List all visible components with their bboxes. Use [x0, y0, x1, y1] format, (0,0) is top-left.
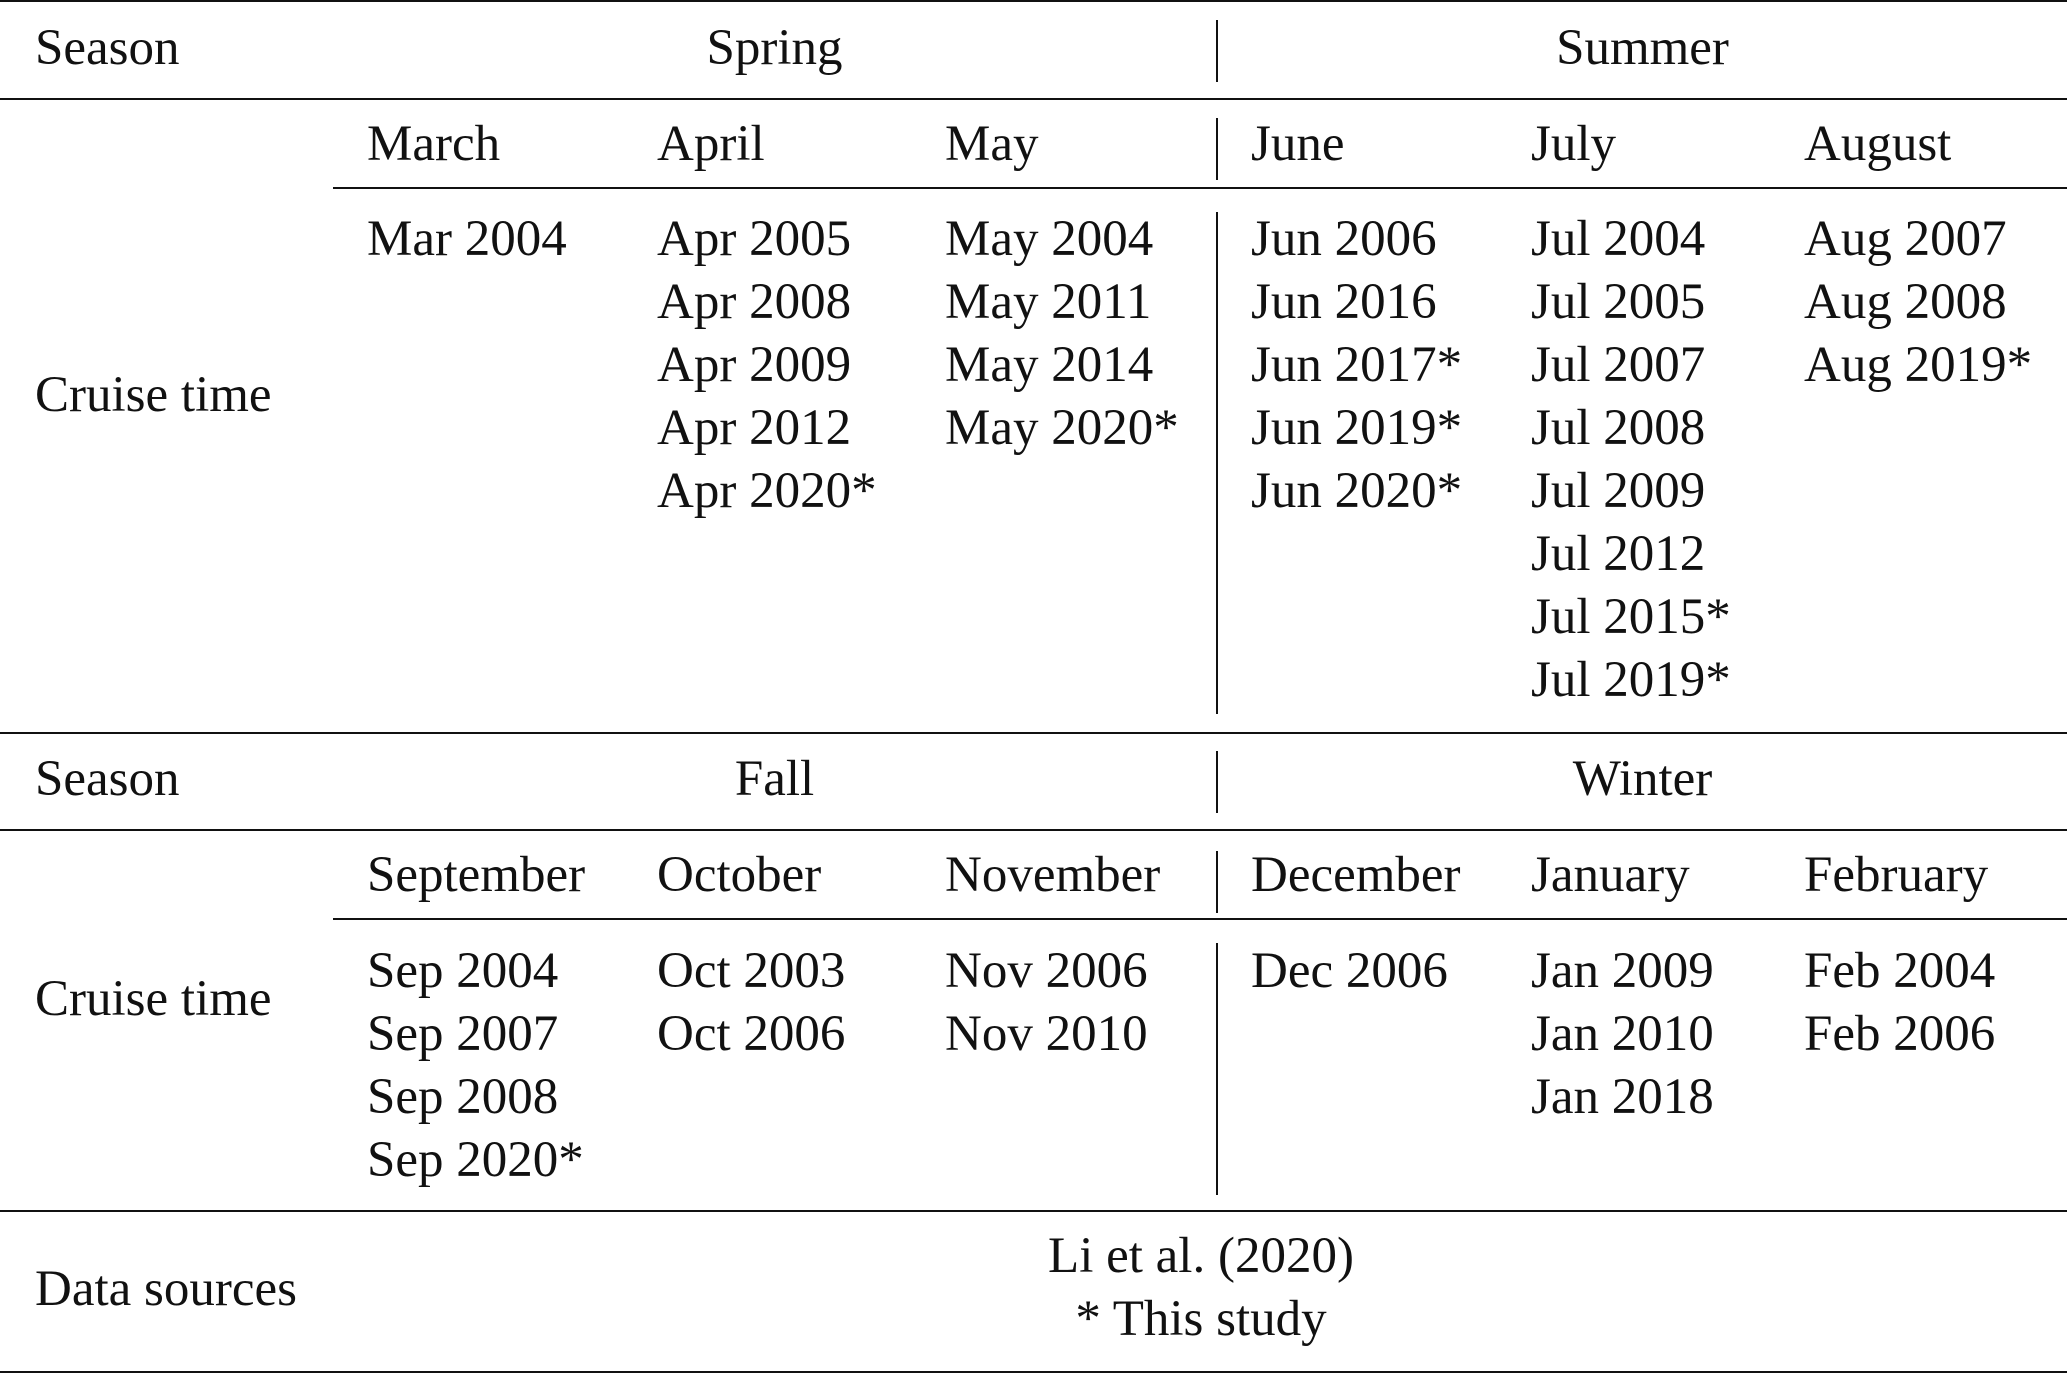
cruise-entry: May 2014 — [945, 337, 1154, 393]
cruise-entry: Jan 2018 — [1531, 1069, 1714, 1125]
rule-bottom — [0, 1371, 2067, 1373]
season-summer: Summer — [1556, 20, 1729, 76]
cruise-entry: Aug 2019* — [1804, 337, 2033, 393]
cruise-entry: Jul 2008 — [1531, 400, 1706, 456]
cruise-entry: Apr 2008 — [657, 274, 852, 330]
season-label: Season — [35, 751, 180, 807]
cruise-entry: Mar 2004 — [367, 211, 567, 267]
cruise-entry: Jun 2006 — [1251, 211, 1437, 267]
divider-months2 — [1216, 851, 1218, 913]
source-entry: * This study — [1075, 1291, 1327, 1347]
entries-november — [945, 940, 1148, 1066]
season-fall: Fall — [734, 751, 815, 807]
rule-season1-bottom — [0, 98, 2067, 100]
cruise-entry: Jul 2007 — [1531, 337, 1706, 393]
month-header: November — [945, 847, 1161, 903]
season-spring: Spring — [706, 20, 843, 76]
cruise-entry: Sep 2008 — [367, 1069, 559, 1125]
cruise-entry: Aug 2007 — [1804, 211, 2007, 267]
data-sources-label: Data sources — [35, 1261, 297, 1317]
entries-may — [945, 208, 1179, 460]
cruise-entry: Jun 2020* — [1251, 463, 1463, 519]
cruise-entry: Dec 2006 — [1251, 943, 1448, 999]
cruise-entry: Nov 2006 — [945, 943, 1148, 999]
rule-months2-bottom — [333, 918, 2067, 920]
cruise-entry: Feb 2004 — [1804, 943, 1996, 999]
cruise-entry: Jul 2004 — [1531, 211, 1706, 267]
cruise-time-label: Cruise time — [35, 367, 272, 423]
season-winter: Winter — [1572, 751, 1713, 807]
cruise-entry: Jun 2017* — [1251, 337, 1463, 393]
cruise-entry: Feb 2006 — [1804, 1006, 1996, 1062]
month-header: July — [1531, 116, 1617, 172]
divider-months1 — [1216, 118, 1218, 180]
rule-top — [0, 0, 2067, 2]
cruise-entry: Sep 2020* — [367, 1132, 584, 1188]
cruise-entry: Jul 2012 — [1531, 526, 1706, 582]
entries-september — [367, 940, 584, 1192]
data-sources-values — [1001, 1225, 1401, 1351]
entries-july — [1531, 208, 1731, 712]
cruise-entry: Jun 2016 — [1251, 274, 1437, 330]
cruise-entry: May 2004 — [945, 211, 1154, 267]
month-header: February — [1804, 847, 1989, 903]
divider-entries2 — [1216, 943, 1218, 1195]
entries-august — [1804, 208, 2032, 397]
cruise-entry: Jul 2015* — [1531, 589, 1731, 645]
entries-january — [1531, 940, 1714, 1129]
cruise-entry: Nov 2010 — [945, 1006, 1148, 1062]
cruise-entry: May 2020* — [945, 400, 1179, 456]
cruise-entry: Apr 2012 — [657, 400, 852, 456]
cruise-entry: Jun 2019* — [1251, 400, 1463, 456]
month-header: September — [367, 847, 586, 903]
cruise-entry: Aug 2008 — [1804, 274, 2007, 330]
cruise-entry: Apr 2005 — [657, 211, 852, 267]
cruise-entry: Oct 2006 — [657, 1006, 846, 1062]
month-header: April — [657, 116, 765, 172]
cruise-entry: Jan 2010 — [1531, 1006, 1714, 1062]
season-label: Season — [35, 20, 180, 76]
month-header: August — [1804, 116, 1952, 172]
cruise-entry: Sep 2004 — [367, 943, 559, 999]
entries-march — [367, 208, 567, 271]
divider-entries1 — [1216, 212, 1218, 714]
source-entry: Li et al. (2020) — [1048, 1228, 1354, 1284]
cruise-entry: Apr 2009 — [657, 337, 852, 393]
cruise-entry: May 2011 — [945, 274, 1152, 330]
cruise-entry: Jul 2019* — [1531, 652, 1731, 708]
entries-february — [1804, 940, 1995, 1066]
entries-october — [657, 940, 845, 1066]
month-header: January — [1531, 847, 1690, 903]
entries-june — [1251, 208, 1462, 523]
rule-season2-bottom — [0, 829, 2067, 831]
month-header: June — [1251, 116, 1345, 172]
cruise-entry: Jul 2009 — [1531, 463, 1706, 519]
cruise-entry: Oct 2003 — [657, 943, 846, 999]
rule-months1-bottom — [333, 187, 2067, 189]
cruise-entry: Jan 2009 — [1531, 943, 1714, 999]
month-header: May — [945, 116, 1039, 172]
rule-block2-bottom — [0, 1210, 2067, 1212]
entries-december — [1251, 940, 1448, 1003]
cruise-time-label: Cruise time — [35, 971, 272, 1027]
cruise-entry: Apr 2020* — [657, 463, 877, 519]
month-header: December — [1251, 847, 1461, 903]
entries-april — [657, 208, 877, 523]
rule-block1-bottom — [0, 732, 2067, 734]
month-header: March — [367, 116, 501, 172]
cruise-entry: Jul 2005 — [1531, 274, 1706, 330]
cruise-entry: Sep 2007 — [367, 1006, 559, 1062]
month-header: October — [657, 847, 822, 903]
